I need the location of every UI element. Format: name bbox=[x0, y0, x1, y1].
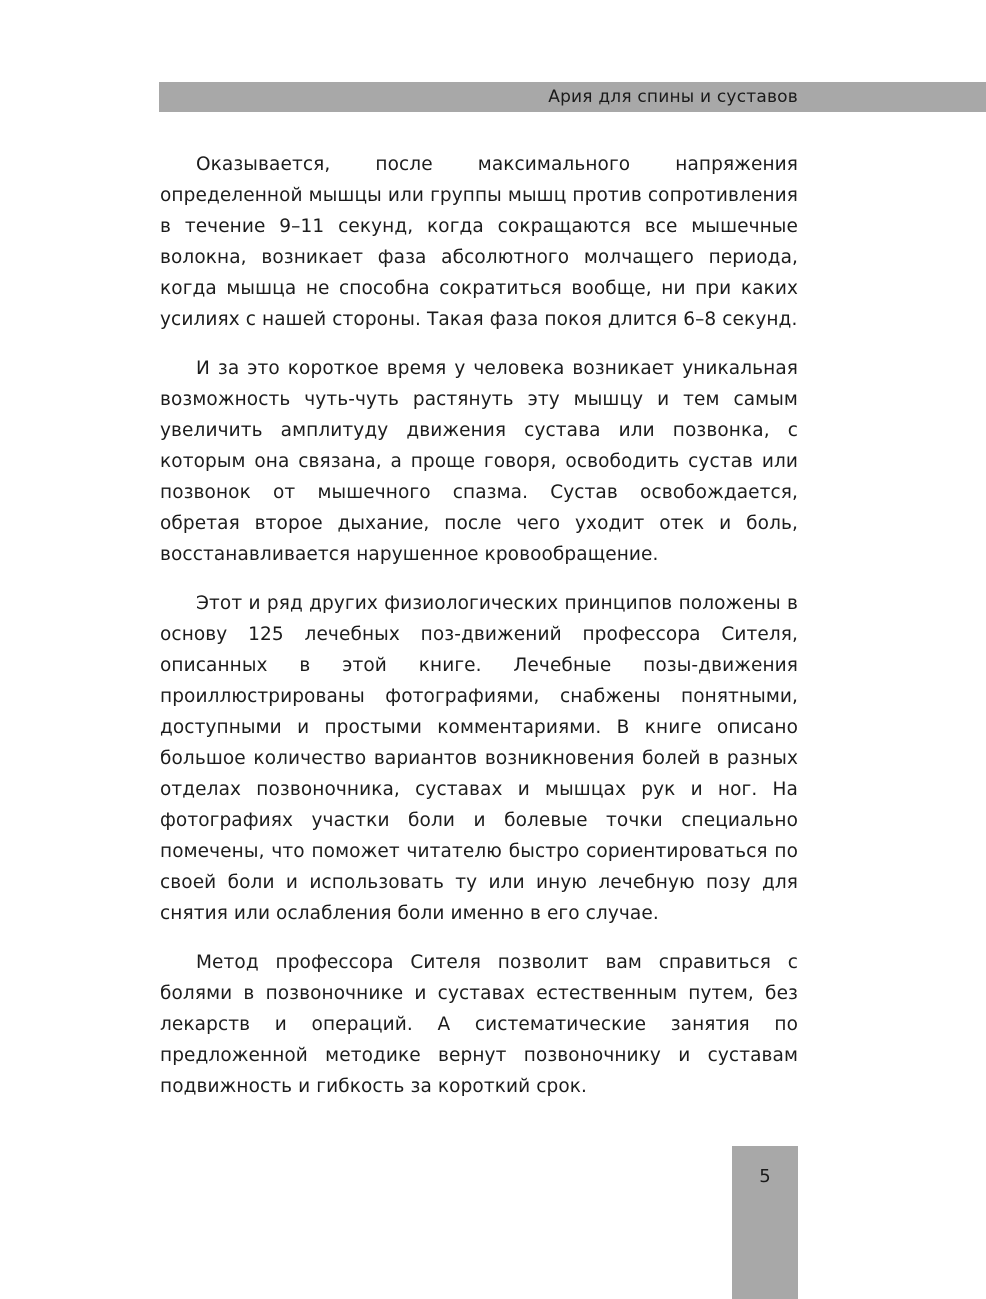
paragraph: Метод профессора Сителя позволит вам справиться с болями в позвоночнике и суставах естественным путем, без лекарств и операций. А систематические занятия по предложенной методике вернут позвоночнику и суставам подвижность и гибкость за короткий срок. bbox=[160, 952, 798, 1097]
page-number-tab bbox=[732, 1146, 798, 1299]
page-body bbox=[160, 149, 798, 1120]
page-number: 5 bbox=[759, 1166, 771, 1187]
paragraph: И за это короткое время у человека возникает уникальная возможность чуть-чуть растянуть эту мышцу и тем самым увеличить амплитуду движения сустава или позвонка, с которым она связана, а проще говоря, освободить сустав или позвонок от мышечного спазма. Сустав освобождается, обретая второе дыхание, после чего уходит отек и боль, восстанавливается нарушенное кровообращение. bbox=[160, 358, 798, 565]
paragraph: Оказывается, после максимального напряжения определенной мышцы или группы мышц против сопротивления в течение 9–11 секунд, когда сокращаются все мышечные волокна, возникает фаза абсолютного молчащего периода, когда мышца не способна сократиться вообще, ни при каких усилиях с нашей стороны. Такая фаза покоя длится 6–8 секунд. bbox=[160, 154, 798, 330]
paragraph: Этот и ряд других физиологических принципов положены в основу 125 лечебных поз-движений профессора Сителя, описанных в этой книге. Лечебные позы-движения проиллюстрированы фотографиями, снабжены понятными, доступными и простыми комментариями. В книге описано большое количество вариантов возникновения болей в разных отделах позвоночника, суставах и мышцах рук и ног. На фотографиях участки боли и болевые точки специально помечены, что поможет читателю быстро сориентироваться по своей боли и использовать ту или иную лечебную позу для снятия или ослабления боли именно в его случае. bbox=[160, 593, 798, 924]
running-header bbox=[159, 82, 986, 112]
running-header-title: Ария для спины и суставов bbox=[548, 87, 798, 107]
